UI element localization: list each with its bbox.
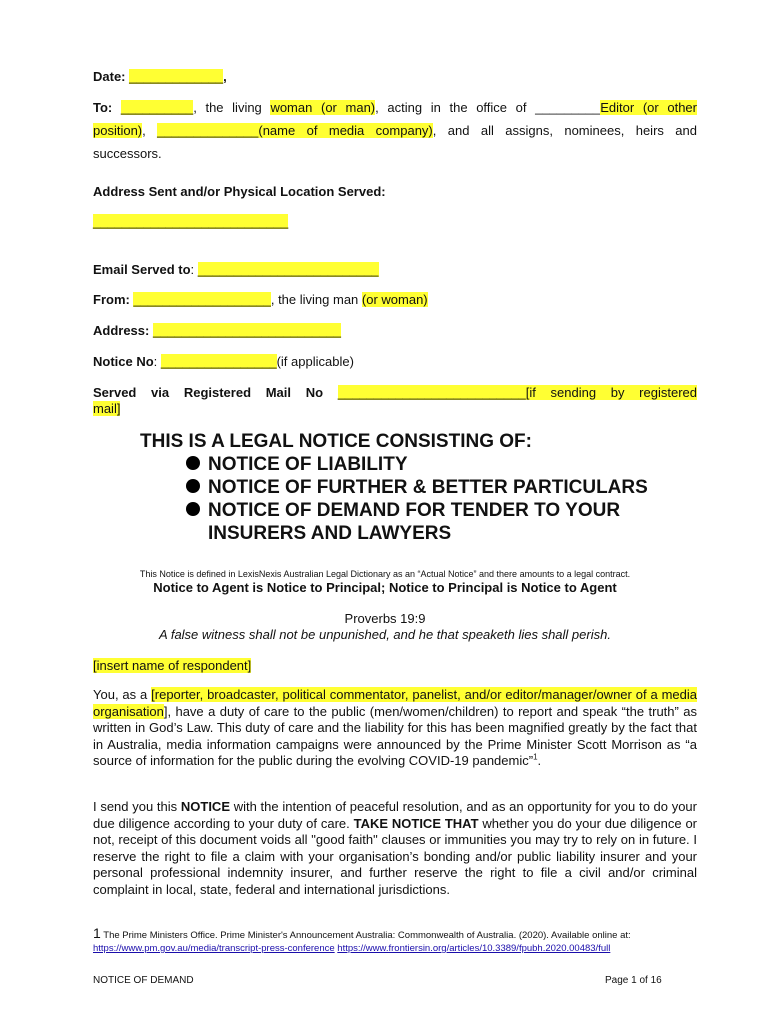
p2-mid: with the intention of peaceful resolution, and as an opportunity for you to do your due diligence according to your duty of care.	[93, 799, 697, 831]
served-line-2	[93, 400, 697, 417]
address-label: Address:	[93, 323, 150, 338]
email-label: Email Served to	[93, 262, 191, 277]
bullet-particulars	[186, 476, 648, 499]
p2-rest: whether you do your due diligence or not, receipt of this document voids all "good faith" clauses or immunities you may try to rely on in future. I reserve the right to file a claim with your organisation’s bonding and/or public liability insurer and your personal professional indemnity insurer, and further reserve the right to file a civil and/or criminal complaint in local, state, federal and international jurisdictions.	[93, 815, 698, 897]
footnote-number: 1	[93, 925, 101, 941]
address-sent-blank: ___________________________	[93, 214, 289, 229]
respondent-line	[93, 657, 697, 674]
to-highlight-position: position)	[93, 123, 143, 138]
bullet-dot-icon	[186, 456, 200, 470]
p1-highlight: [reporter, broadcaster, political commentator, panelist, and/or editor/manager/owner of a media organisation	[93, 687, 697, 719]
date-line	[93, 68, 697, 85]
from-text: , the living man	[270, 292, 362, 307]
agent-principal-text: Notice to Agent is Notice to Principal; Notice to Principal is Notice to Agent	[153, 580, 617, 595]
served-line-1	[93, 384, 697, 401]
footnote-link-pm[interactable]: https://www.pm.gov.au/media/transcript-press-conference	[93, 943, 335, 954]
date-blank: _____________	[129, 69, 224, 84]
notice-no-label: Notice No	[93, 354, 154, 369]
to-text-4: , and all assigns, nominees, heirs and	[432, 123, 697, 138]
email-line	[93, 261, 697, 278]
address-sent-label: Address Sent and/or Physical Location Served:	[93, 184, 386, 199]
served-highlight: __________________________[if sending by registered	[337, 385, 697, 400]
served-highlight-2: mail]	[93, 401, 121, 416]
footnote	[93, 927, 713, 955]
bullet-dot-icon	[186, 502, 200, 516]
p2-bold-take-notice: TAKE NOTICE THAT	[353, 815, 479, 831]
proverb-text: A false witness shall not be unpunished, and he that speaketh lies shall perish.	[159, 627, 611, 642]
to-highlight-company: ______________(name of media company)	[157, 123, 433, 138]
to-text-2: , acting in the office of _________	[375, 100, 601, 115]
notice-no-colon: :	[153, 354, 161, 369]
proverb-reference: Proverbs 19:9	[344, 611, 426, 626]
to-text-5: successors.	[93, 146, 162, 161]
served-label: Served via Registered Mail No	[93, 385, 338, 400]
notice-no-blank: ________________	[160, 354, 277, 369]
footnote-link-frontiers[interactable]: https://www.frontiersin.org/articles/10.3389/fpubh.2020.00483/full	[337, 943, 611, 954]
to-highlight-editor: Editor (or other	[600, 100, 697, 115]
p1-rest: ], have a duty of care to the public (men/women/children) to report and speak “the truth” as written in God’s Law. This duty of care and the liability for this has been magnified greatly by the fact that in Australia, media information campaigns were announced by the Prime Minister Scott Morrison as “a source of information for the public during the evolving COVID-19 pandemic”	[93, 703, 697, 768]
to-text-1: , the living	[193, 100, 271, 115]
p1-start: You, as a	[93, 687, 152, 702]
bullet-demand-continuation: INSURERS AND LAWYERS	[208, 523, 452, 544]
address-sent-line	[93, 213, 697, 230]
to-blank: __________	[120, 100, 194, 115]
to-label: To:	[93, 100, 113, 115]
bullet-liability	[186, 453, 408, 476]
to-highlight-gender: woman (or man)	[270, 100, 376, 115]
email-blank: _________________________	[197, 262, 379, 277]
footer-page-number: Page 1 of 16	[605, 975, 662, 986]
notice-no-line	[93, 353, 697, 370]
date-comma: ,	[223, 69, 227, 84]
footnote-line-1	[93, 927, 713, 942]
p1-end: .	[537, 753, 542, 768]
bullet-text: NOTICE OF LIABILITY	[208, 454, 408, 475]
address-line	[93, 322, 697, 339]
bullet-text: NOTICE OF DEMAND FOR TENDER TO YOUR	[208, 500, 621, 521]
paragraph-duty-of-care	[93, 687, 697, 770]
from-line	[93, 291, 697, 308]
from-blank: ___________________	[133, 292, 271, 307]
defined-notice-text: This Notice is defined in LexisNexis Australian Legal Dictionary as an “Actual Notice” and there amounts to a legal contract.	[139, 569, 631, 579]
respondent-placeholder: [insert name of respondent]	[93, 658, 252, 673]
from-highlight: (or woman)	[361, 292, 428, 307]
bullet-demand	[186, 499, 620, 522]
paragraph-take-notice	[93, 799, 697, 898]
to-line-2	[93, 122, 697, 139]
email-colon: :	[190, 262, 198, 277]
bullet-dot-icon	[186, 479, 200, 493]
date-label: Date:	[93, 69, 126, 84]
notice-no-text: (if applicable)	[276, 354, 354, 369]
bullet-text: NOTICE OF FURTHER & BETTER PARTICULARS	[208, 477, 648, 498]
from-label: From:	[93, 292, 130, 307]
address-blank: __________________________	[152, 323, 341, 338]
to-line-3	[93, 145, 697, 162]
footer-title: NOTICE OF DEMAND	[93, 975, 194, 986]
legal-notice-title: THIS IS A LEGAL NOTICE CONSISTING OF:	[140, 431, 532, 452]
footnote-ref[interactable]: 1	[533, 752, 538, 762]
footnote-line-2	[93, 942, 713, 955]
footnote-text: The Prime Ministers Office. Prime Minister's Announcement Australia: Commonwealth of Australia. (2020). Available online at:	[100, 930, 631, 941]
to-text-3: ,	[142, 123, 158, 138]
p2-bold-notice: NOTICE	[180, 799, 230, 814]
p2-start: I send you this	[93, 799, 181, 814]
to-line-1	[93, 99, 697, 116]
